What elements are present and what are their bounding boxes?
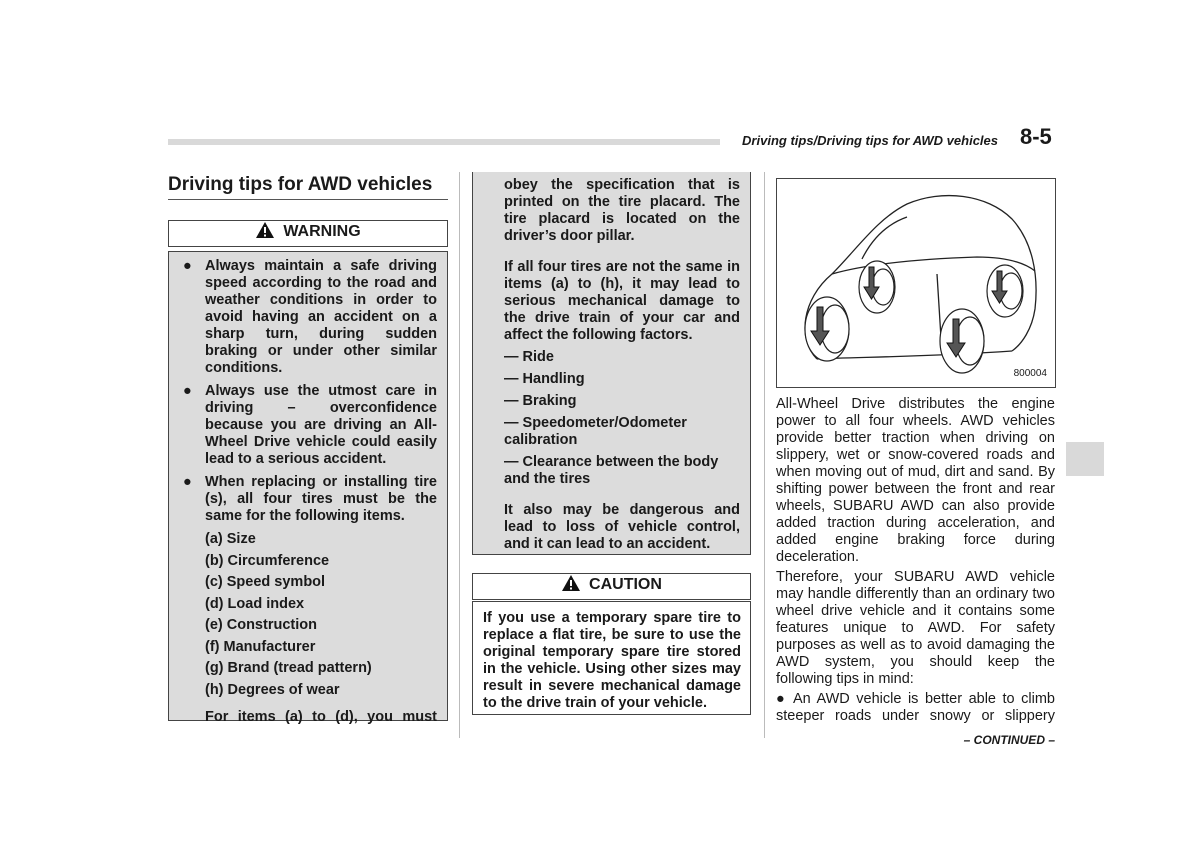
warning-box-continued: [472, 172, 751, 555]
caution-icon: [561, 574, 581, 599]
warning-label: [168, 220, 448, 247]
factor-item: — Speedometer/Odometer calibration: [504, 415, 687, 448]
caution-box: [472, 601, 751, 715]
warning-bullet: ● When replacing or installing tire (s), all four tires must be the same for the following items.: [183, 474, 437, 524]
warning-paragraph: If all four tires are not the same in items (a) to (h), it may lead to serious mechanical damage to the drive train of your car and affect the following factors.: [504, 259, 740, 343]
tire-item: (e) Construction: [205, 617, 317, 633]
column-divider: [459, 172, 460, 738]
factor-item: — Ride: [504, 349, 554, 365]
continued-marker: – CONTINUED –: [963, 733, 1055, 747]
awd-figure: [776, 178, 1056, 388]
caution-text: CAUTION: [589, 576, 662, 593]
tire-item: (a) Size: [205, 531, 256, 547]
awd-car-illustration: [777, 179, 1055, 387]
body-paragraph: All-Wheel Drive distributes the engine power to all four wheels. AWD vehicles provide better traction when driving on slippery, wet or snow-covered roads and when moving out of mud, dirt and sand. By shifting power between the front and rear wheels, SUBARU AWD can also provide added traction during acceleration, and added engine braking force during deceleration.: [776, 396, 1055, 565]
caution-paragraph: If you use a temporary spare tire to replace a flat tire, be sure to use the original temporary spare tire stored in the vehicle. Using other sizes may result in severe mechanical damage to the drive train of your vehicle.: [483, 610, 741, 711]
tire-item: (d) Load index: [205, 595, 305, 612]
factor-item: — Clearance between the body and the tires: [504, 454, 719, 487]
tire-item: (g) Brand (tread pattern): [205, 660, 372, 676]
figure-id: 800004: [1013, 368, 1047, 379]
warning-continues: For items (a) to (d), you must: [205, 708, 437, 725]
tire-item: (c) Speed symbol: [205, 574, 326, 590]
running-head: Driving tips/Driving tips for AWD vehicles: [742, 133, 998, 148]
column-divider: [764, 172, 765, 738]
factor-item: — Braking: [504, 393, 577, 409]
page-number: 8-5: [1020, 124, 1052, 149]
tire-item: (f) Manufacturer: [205, 638, 316, 655]
warning-box: [168, 251, 448, 725]
warning-bullet: ● Always use the utmost care in driving – overconfidence because you are driving an All-Wheel Drive vehicle could easily lead to a serious accident.: [183, 383, 437, 467]
warning-bullet: ● Always maintain a safe driving speed according to the road and weather conditions in order to avoid having an accident on a sharp turn, during sudden braking or under other similar conditions.: [183, 258, 437, 376]
warning-icon: [255, 221, 275, 246]
factor-item: — Handling: [504, 371, 585, 387]
body-text: [776, 396, 1055, 725]
section-tab: [1066, 442, 1104, 476]
warning-paragraph: It also may be dangerous and lead to loss of vehicle control, and it can lead to an accident.: [504, 502, 740, 552]
body-bullet: ● An AWD vehicle is better able to climb steeper roads under snowy or slippery: [776, 691, 1055, 724]
section-title: Driving tips for AWD vehicles: [168, 174, 448, 200]
caution-label: [472, 573, 751, 600]
warning-text: WARNING: [283, 223, 361, 240]
header-rule: [168, 139, 720, 145]
tire-item: (h) Degrees of wear: [205, 681, 340, 698]
tire-item: (b) Circumference: [205, 552, 330, 569]
body-paragraph: Therefore, your SUBARU AWD vehicle may handle differently than an ordinary two wheel drive vehicle and it contains some features unique to AWD. For safety purposes as well as to avoid damaging the AWD system, you should keep the following tips in mind:: [776, 569, 1055, 687]
warning-paragraph: obey the specification that is printed on the tire placard. The tire placard is located on the driver’s door pillar.: [504, 177, 740, 244]
